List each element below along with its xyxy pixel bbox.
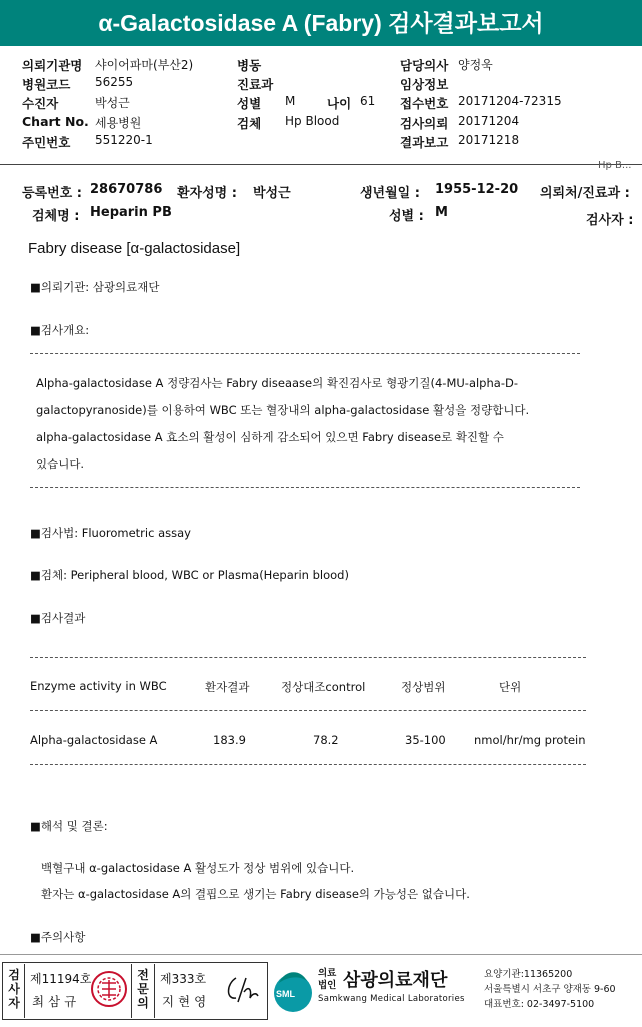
table-cell: 78.2 bbox=[313, 733, 339, 747]
header-key: 병원코드 bbox=[22, 77, 71, 92]
dob-key: 생년월일 : bbox=[360, 186, 420, 201]
cut-text: Hp B... bbox=[598, 160, 632, 171]
divider bbox=[0, 164, 642, 165]
header-key: 검사의뢰 bbox=[400, 116, 449, 131]
table-cell: Alpha-galactosidase A bbox=[30, 733, 158, 747]
org-address: 서울특별시 서초구 양재동 9-60 bbox=[484, 984, 616, 995]
header-value: 양정욱 bbox=[458, 58, 493, 72]
header-key: 의뢰기관명 bbox=[22, 58, 83, 73]
interp-label-text: 해석 및 결론: bbox=[40, 819, 108, 833]
age-key: 나이 bbox=[327, 96, 352, 111]
signature-icon bbox=[222, 972, 260, 1006]
table-cell: nmol/hr/mg protein bbox=[474, 733, 586, 747]
specimen-value: Hp Blood bbox=[285, 114, 340, 128]
specimen-key: 검체명 : bbox=[32, 209, 80, 224]
header-value: 20171204 bbox=[458, 114, 520, 128]
name-value: 박성근 bbox=[253, 186, 291, 201]
referral-text: 의뢰기관: 삼광의료재단 bbox=[40, 280, 160, 294]
specialist-label: 전문의 bbox=[137, 968, 149, 1010]
method-line bbox=[30, 525, 191, 541]
header-key: Chart No. bbox=[22, 114, 89, 129]
header-key: 임상정보 bbox=[400, 77, 449, 92]
dashed-divider bbox=[30, 764, 586, 765]
divider bbox=[24, 964, 25, 1018]
header-key: 접수번호 bbox=[400, 96, 449, 111]
caution-label bbox=[30, 929, 85, 945]
name-key: 환자성명 : bbox=[177, 186, 237, 201]
table-header: 단위 bbox=[499, 680, 522, 694]
result-label bbox=[30, 610, 85, 626]
interp-line: 환자는 α-galactosidase A의 결핍으로 생기는 Fabry disease의 가능성은 없습니다. bbox=[41, 887, 470, 901]
header-value: 20171204-72315 bbox=[458, 94, 562, 108]
table-header: 정상대조control bbox=[281, 680, 366, 694]
dashed-divider bbox=[30, 487, 580, 488]
overview-label bbox=[30, 322, 89, 338]
table-cell: 183.9 bbox=[213, 733, 246, 747]
age-value: 61 bbox=[360, 94, 376, 108]
reg-no-key: 등록번호 : bbox=[22, 186, 82, 201]
header-key: 담당의사 bbox=[400, 58, 449, 73]
interp-label bbox=[30, 818, 108, 834]
table-header: 정상범위 bbox=[401, 680, 446, 694]
overview-line: galactopyranoside)를 이용하여 WBC 또는 혈장내의 alpha-galactosidase 활성을 정량합니다. bbox=[36, 403, 530, 417]
dob-value: 1955-12-20 bbox=[435, 182, 519, 197]
ward-key: 병동 bbox=[237, 58, 262, 73]
referrer-key: 의뢰처/진료과 : bbox=[540, 186, 630, 201]
header-value: 551220-1 bbox=[95, 133, 153, 147]
divider bbox=[0, 954, 642, 955]
header-key: 결과보고 bbox=[400, 135, 449, 150]
specimen-text: 검체: Peripheral blood, WBC or Plasma(Heparin blood) bbox=[40, 568, 349, 582]
dashed-divider bbox=[30, 657, 586, 658]
header-value: 56255 bbox=[95, 75, 134, 89]
sex-value: M bbox=[435, 205, 448, 220]
examiner-key: 검사자 : bbox=[586, 213, 634, 228]
table-cell: 35-100 bbox=[405, 733, 446, 747]
divider bbox=[131, 964, 132, 1018]
footer bbox=[0, 960, 642, 1027]
table-header: Enzyme activity in WBC bbox=[30, 679, 167, 693]
institution-code: 요양기관:11365200 bbox=[484, 969, 573, 980]
header-value: 세용병원 bbox=[95, 116, 142, 130]
org-name: 삼광의료재단 bbox=[343, 970, 448, 991]
sex-key: 성별 bbox=[237, 96, 262, 111]
examiner-license: 제11194호 bbox=[30, 972, 92, 986]
specialist-license: 제333호 bbox=[160, 972, 207, 986]
method-text: 검사법: Fluorometric assay bbox=[40, 526, 191, 540]
header-value: 샤이어파마(부산2) bbox=[95, 58, 194, 72]
overview-line: Alpha-galactosidase A 정량검사는 Fabry diseaase의 확진검사로 형광기질(4-MU-alpha-D- bbox=[36, 376, 518, 390]
report-title: α-Galactosidase A (Fabry) 검사결과보고서 bbox=[0, 0, 642, 46]
logo-text: SML bbox=[276, 989, 295, 999]
dept-key: 진료과 bbox=[237, 77, 274, 92]
specimen-key: 검체 bbox=[237, 116, 262, 131]
overview-line: alpha-galactosidase A 효소의 활성이 심하게 감소되어 있으면 Fabry disease로 확진할 수 bbox=[36, 430, 504, 444]
sex-key: 성별 : bbox=[389, 209, 424, 224]
examiner-name: 최 삼 규 bbox=[32, 994, 77, 1009]
header-key: 수진자 bbox=[22, 96, 59, 111]
header-key: 주민번호 bbox=[22, 135, 71, 150]
report-heading: Fabry disease [α-galactosidase] bbox=[28, 240, 241, 257]
specimen-line bbox=[30, 567, 349, 583]
org-phone: 대표번호: 02-3497-5100 bbox=[484, 999, 595, 1010]
sex-value: M bbox=[285, 94, 296, 108]
dashed-divider bbox=[30, 710, 586, 711]
seal-icon bbox=[90, 970, 128, 1008]
caution-label-text: 주의사항 bbox=[40, 930, 86, 944]
header-value: 박성근 bbox=[95, 96, 130, 110]
overview-line: 있습니다. bbox=[36, 457, 85, 471]
specialist-name: 지 현 영 bbox=[162, 994, 207, 1009]
specimen-value: Heparin PB bbox=[90, 205, 172, 220]
dashed-divider bbox=[30, 353, 580, 354]
org-english: Samkwang Medical Laboratories bbox=[318, 994, 465, 1004]
result-label-text: 검사결과 bbox=[40, 611, 86, 625]
divider bbox=[154, 964, 155, 1018]
referral-line bbox=[30, 279, 160, 295]
reg-no-value: 28670786 bbox=[90, 182, 163, 197]
table-header: 환자결과 bbox=[205, 680, 250, 694]
org-prefix: 의료법인 bbox=[318, 968, 337, 991]
header-value: 20171218 bbox=[458, 133, 520, 147]
overview-label-text: 검사개요: bbox=[40, 323, 90, 337]
interp-line: 백혈구내 α-galactosidase A 활성도가 정상 범위에 있습니다. bbox=[41, 861, 355, 875]
examiner-label: 검사자 bbox=[8, 968, 20, 1010]
